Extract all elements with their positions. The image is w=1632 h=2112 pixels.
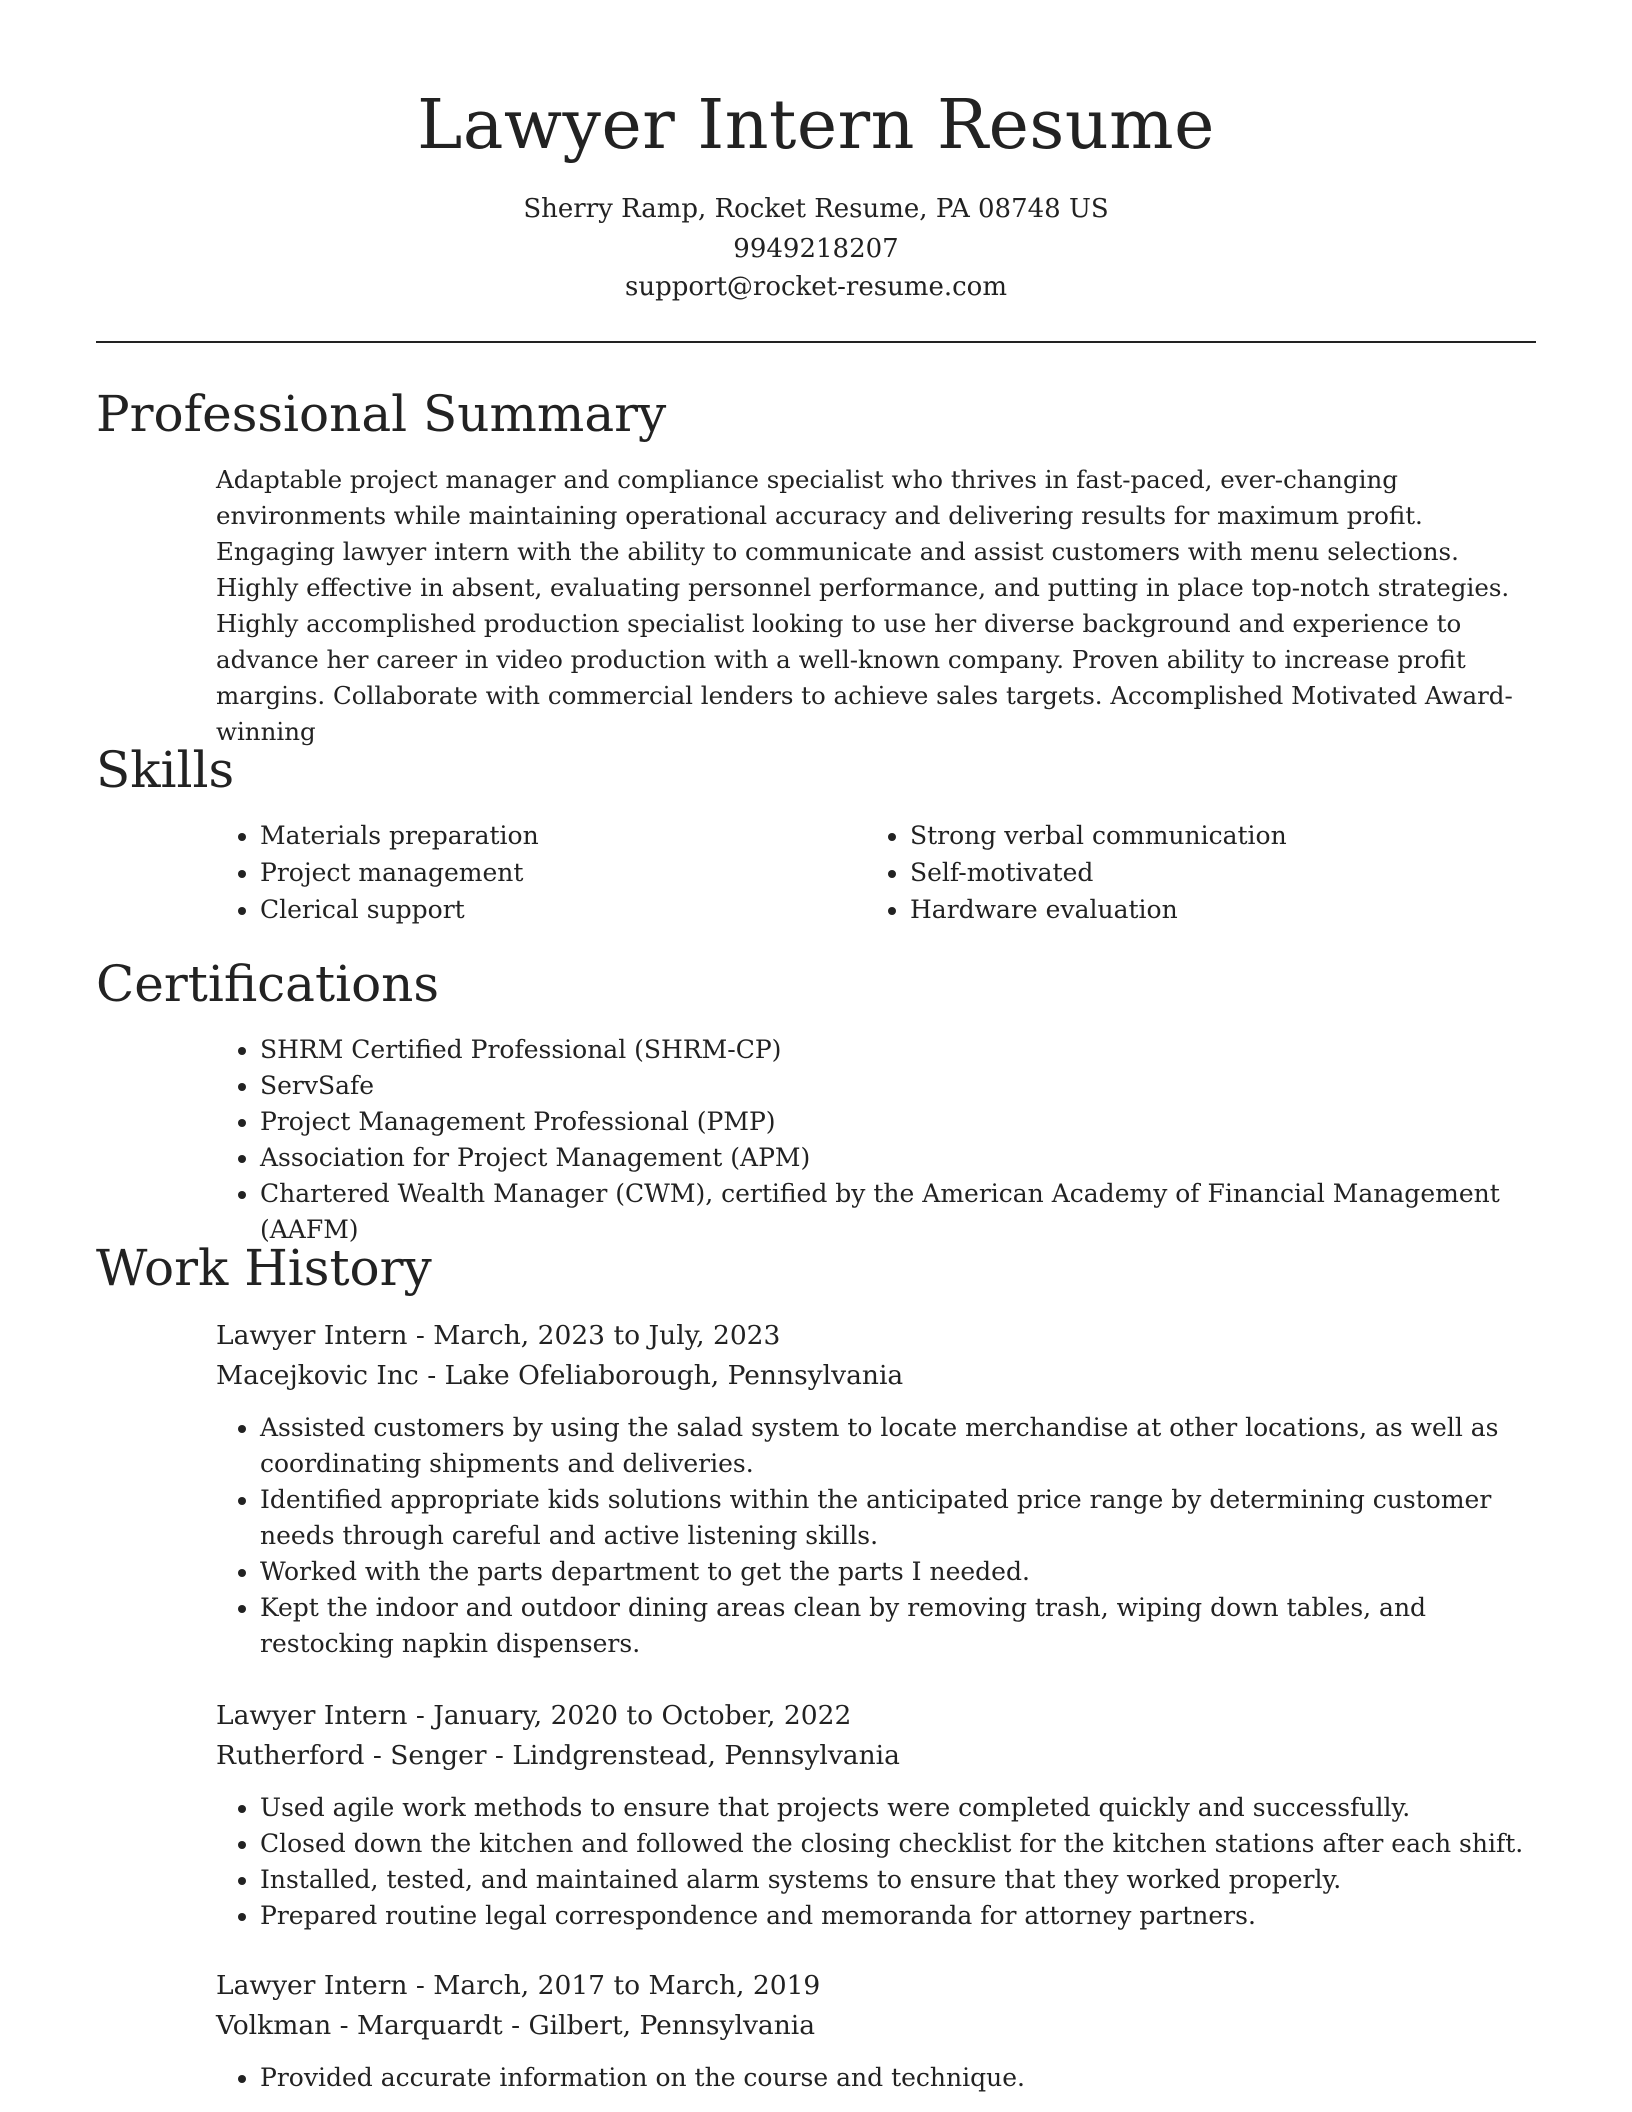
job-company-line: Macejkovic Inc - Lake Ofeliaborough, Pennsylvania (216, 1360, 904, 1391)
header-divider (96, 341, 1536, 343)
skill-item: • Hardware evaluation (910, 891, 1516, 928)
skill-item: • Self-motivated (910, 854, 1516, 891)
job-bullet: • Closed down the kitchen and followed the closing checklist for the kitchen stations after each shift. (260, 1826, 1536, 1862)
skills-column-right (866, 817, 1516, 928)
job-company-line: Rutherford - Senger - Lindgrenstead, Pennsylvania (216, 1740, 900, 1771)
job-location: Gilbert, Pennsylvania (528, 2010, 816, 2041)
contact-phone: 9949218207 (733, 234, 899, 264)
job-title-line: Lawyer Intern - January, 2020 to October, 2022 (216, 1700, 852, 1731)
skills-column-left (216, 817, 866, 928)
job-title-line: Lawyer Intern - March, 2023 to July, 2023 (216, 1320, 781, 1351)
job-bullets (216, 1410, 1536, 1662)
job-bullet: • Provided accurate information on the course and technique. (260, 2060, 1536, 2096)
job-bullet: • Used agile work methods to ensure that projects were completed quickly and successfully. (260, 1790, 1536, 1826)
skills-list (216, 817, 1536, 928)
work-history-heading: Work History (96, 1239, 432, 1297)
certification-item: • Association for Project Management (APM) (260, 1140, 1536, 1176)
skills-heading: Skills (96, 741, 235, 799)
certification-item: • Chartered Wealth Manager (CWM), certified by the American Academy of Financial Management (AAFM) (260, 1176, 1536, 1248)
job-location: Lake Ofeliaborough, Pennsylvania (444, 1360, 904, 1391)
job-bullet: • Worked with the parts department to get the parts I needed. (260, 1554, 1536, 1590)
certification-item: • SHRM Certified Professional (SHRM-CP) (260, 1032, 1536, 1068)
job-dates: March, 2023 to July, 2023 (433, 1320, 781, 1351)
job-bullet: • Prepared routine legal correspondence and memoranda for attorney partners. (260, 1898, 1536, 1934)
job-bullet: • Assisted customers by using the salad system to locate merchandise at other locations, as well as coordinating shipments and deliveries. (260, 1410, 1536, 1482)
job-dates: March, 2017 to March, 2019 (433, 1970, 821, 2001)
summary-heading: Professional Summary (96, 385, 667, 443)
skill-item: • Materials preparation (260, 817, 866, 854)
skill-item: • Strong verbal communication (910, 817, 1516, 854)
job-title: Lawyer Intern (216, 1320, 408, 1351)
job-bullets (216, 2060, 1536, 2096)
summary-text: Adaptable project manager and compliance specialist who thrives in fast-paced, ever-changing environments while maintaining operational accuracy and delivering results for maximum profit. Engaging lawyer intern with the ability to communicate and assist customers with menu selections. Highly effective in absent, evaluating personnel performance, and putting in place top-notch strategies. Highly accomplished production specialist looking to use her diverse background and experience to advance her career in video production with a well-known company. Proven ability to increase profit margins. Collaborate with commercial lenders to achieve sales targets. Accomplished Motivated Award-winning (216, 465, 1513, 746)
job-bullet: • Identified appropriate kids solutions within the anticipated price range by determining customer needs through careful and active listening skills. (260, 1482, 1536, 1554)
certification-item: • ServSafe (260, 1068, 1536, 1104)
job-dates: January, 2020 to October, 2022 (433, 1700, 852, 1731)
skill-item: • Project management (260, 854, 866, 891)
job-company: Macejkovic Inc (216, 1360, 419, 1391)
contact-address: Sherry Ramp, Rocket Resume, PA 08748 US (523, 194, 1109, 224)
job-bullets (216, 1790, 1536, 1934)
resume-title: Lawyer Intern Resume (417, 86, 1215, 165)
job-title-line: Lawyer Intern - March, 2017 to March, 2019 (216, 1970, 821, 2001)
job-title: Lawyer Intern (216, 1970, 408, 2001)
certification-item: • Project Management Professional (PMP) (260, 1104, 1536, 1140)
certifications-list (216, 1032, 1536, 1248)
job-company: Volkman - Marquardt (216, 2010, 503, 2041)
job-bullet: • Installed, tested, and maintained alarm systems to ensure that they worked properly. (260, 1862, 1536, 1898)
job-company: Rutherford - Senger (216, 1740, 487, 1771)
certifications-heading: Certifications (96, 955, 440, 1013)
contact-email: support@rocket-resume.com (624, 272, 1007, 302)
skill-item: • Clerical support (260, 891, 866, 928)
job-company-line: Volkman - Marquardt - Gilbert, Pennsylvania (216, 2010, 816, 2041)
job-bullet: • Kept the indoor and outdoor dining areas clean by removing trash, wiping down tables, and restocking napkin dispensers. (260, 1590, 1536, 1662)
job-title: Lawyer Intern (216, 1700, 408, 1731)
job-location: Lindgrenstead, Pennsylvania (512, 1740, 900, 1771)
